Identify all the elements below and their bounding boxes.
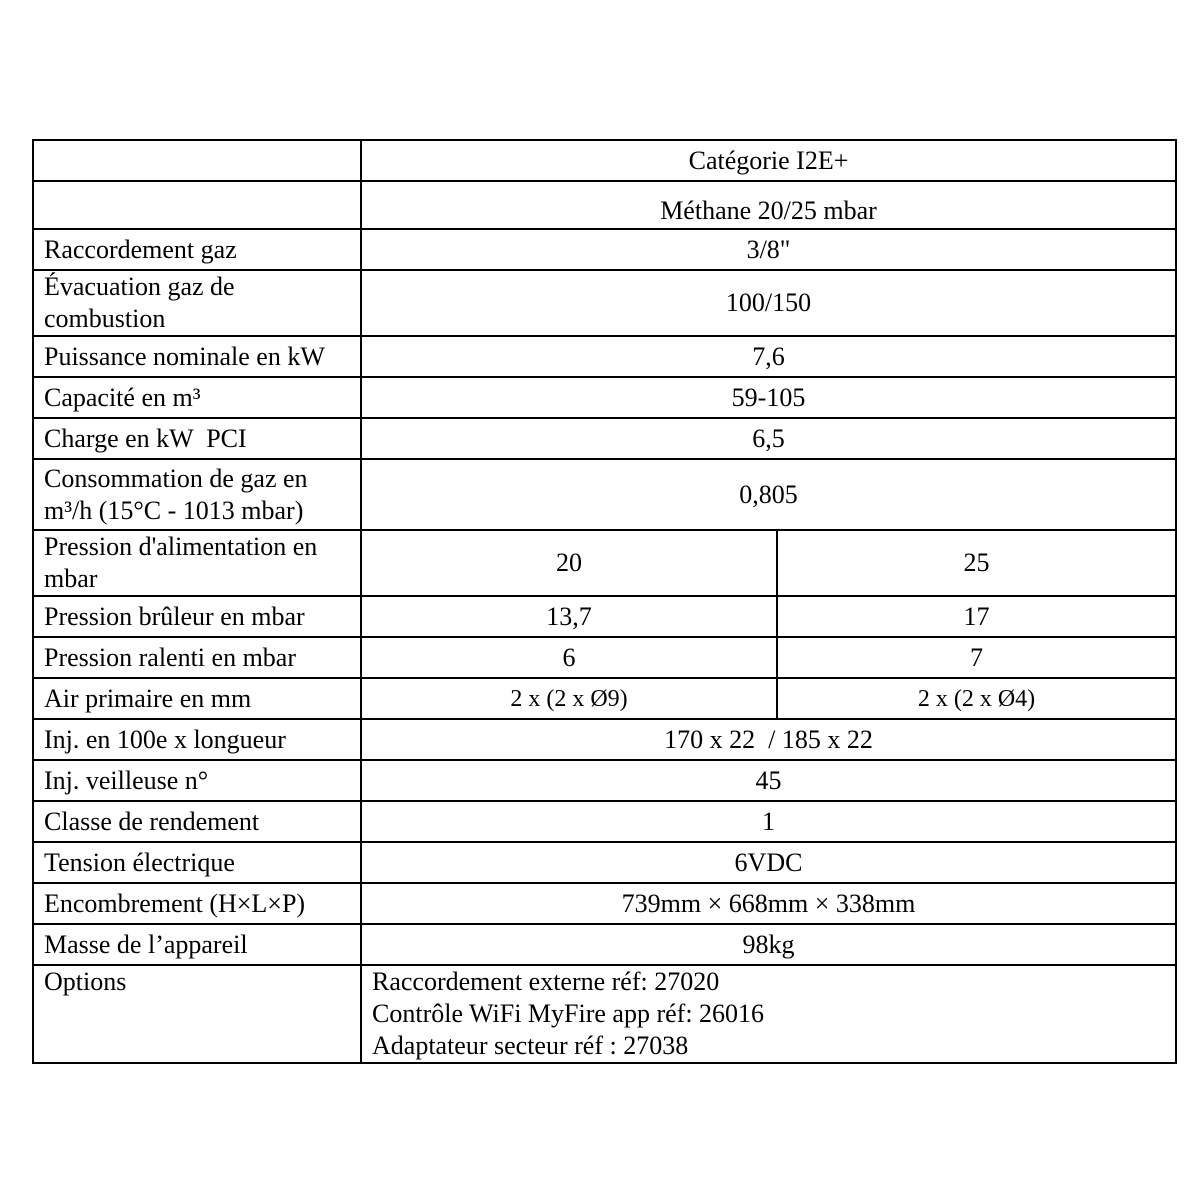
table-row — [33, 637, 1176, 678]
row-value-25mbar: 2 x (2 x Ø4) — [777, 678, 1176, 719]
option-item: Raccordement externe réf: 27020 — [372, 967, 720, 996]
row-label-line: m³/h (15°C - 1013 mbar) — [44, 495, 304, 525]
row-value-25mbar: 17 — [777, 596, 1176, 637]
row-value: 100/150 — [361, 270, 1176, 336]
row-value: 45 — [361, 760, 1176, 801]
table-row — [33, 883, 1176, 924]
row-label: Classe de rendement — [33, 801, 361, 842]
row-label: Masse de l’appareil — [33, 924, 361, 965]
table-row — [33, 678, 1176, 719]
table-row — [33, 596, 1176, 637]
row-value: 6,5 — [361, 418, 1176, 459]
row-label: Charge en kW PCI — [33, 418, 361, 459]
row-label: Tension électrique — [33, 842, 361, 883]
row-label: Encombrement (H×L×P) — [33, 883, 361, 924]
table-row — [33, 760, 1176, 801]
row-label — [33, 270, 361, 336]
row-value: 0,805 — [361, 459, 1176, 530]
row-label: Raccordement gaz — [33, 229, 361, 270]
row-value-25mbar: 25 — [777, 530, 1176, 596]
row-label: Inj. en 100e x longueur — [33, 719, 361, 760]
row-value: 1 — [361, 801, 1176, 842]
table-row — [33, 801, 1176, 842]
row-value-20mbar: 6 — [361, 637, 777, 678]
row-value: 98kg — [361, 924, 1176, 965]
category-cell: Catégorie I2E+ — [361, 140, 1176, 181]
row-label-line: combustion — [44, 304, 166, 333]
options-list — [361, 965, 1176, 1063]
option-item: Contrôle WiFi MyFire app réf: 26016 — [372, 999, 765, 1028]
option-item: Adaptateur secteur réf : 27038 — [372, 1031, 689, 1060]
row-value: 739mm × 668mm × 338mm — [361, 883, 1176, 924]
row-value-25mbar: 7 — [777, 637, 1176, 678]
row-label: Pression brûleur en mbar — [33, 596, 361, 637]
row-value-20mbar: 2 x (2 x Ø9) — [361, 678, 777, 719]
row-value: 59-105 — [361, 377, 1176, 418]
table-row — [33, 270, 1176, 336]
row-label-line: Pression d'alimentation en — [44, 532, 318, 561]
row-value-20mbar: 13,7 — [361, 596, 777, 637]
spec-table — [32, 139, 1177, 1064]
header-row-category — [33, 140, 1176, 181]
table-row — [33, 229, 1176, 270]
row-value-20mbar: 20 — [361, 530, 777, 596]
table-row — [33, 530, 1176, 596]
row-label — [33, 530, 361, 596]
row-label: Inj. veilleuse n° — [33, 760, 361, 801]
row-label — [33, 459, 361, 530]
table-row — [33, 719, 1176, 760]
row-label: Pression ralenti en mbar — [33, 637, 361, 678]
row-value: 3/8" — [361, 229, 1176, 270]
table-row — [33, 459, 1176, 530]
row-label-line: mbar — [44, 564, 98, 593]
table-row — [33, 924, 1176, 965]
row-label: Options — [33, 965, 361, 1063]
row-label-line: Évacuation gaz de — [44, 272, 235, 301]
table-row-options — [33, 965, 1176, 1063]
table-row — [33, 842, 1176, 883]
row-value: 170 x 22 / 185 x 22 — [361, 719, 1176, 760]
table-row — [33, 377, 1176, 418]
header-empty-cell — [33, 181, 361, 229]
row-label-line: Consommation de gaz en — [44, 463, 308, 493]
header-row-gas-type — [33, 181, 1176, 229]
row-value: 7,6 — [361, 336, 1176, 377]
row-label: Capacité en m³ — [33, 377, 361, 418]
table-row — [33, 418, 1176, 459]
gas-type-cell: Méthane 20/25 mbar — [361, 181, 1176, 229]
row-value: 6VDC — [361, 842, 1176, 883]
table-row — [33, 336, 1176, 377]
row-label: Puissance nominale en kW — [33, 336, 361, 377]
row-label: Air primaire en mm — [33, 678, 361, 719]
header-empty-cell — [33, 140, 361, 181]
